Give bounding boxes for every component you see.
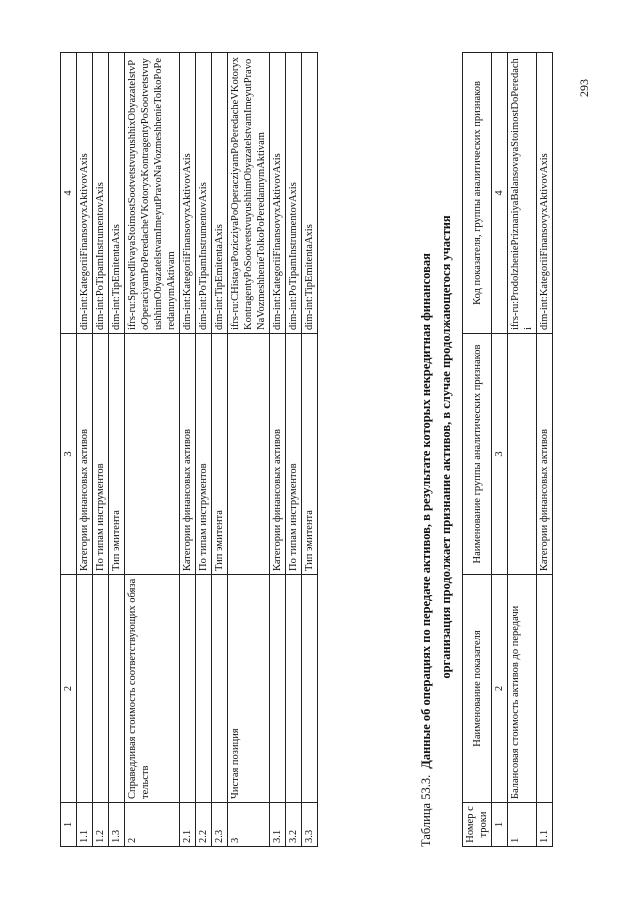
table-row	[77, 53, 93, 847]
row-number: 1.1	[77, 803, 93, 847]
row-number: 2.2	[196, 803, 212, 847]
group-name: По типам инструментов	[286, 334, 302, 575]
group-name: По типам инструментов	[196, 334, 212, 575]
indicator-name: Балансовая стоимость активов до передачи	[508, 575, 537, 803]
col-num-2: 2	[61, 575, 77, 803]
group-name: Категории финансовых активов	[77, 334, 93, 575]
indicator-code: dim-int:TipEmitentaAxis	[302, 53, 318, 334]
group-name: Категории финансовых активов	[180, 334, 196, 575]
col-num-2: 2	[492, 575, 508, 803]
indicator-name	[537, 575, 553, 803]
header-code: Код показателя, группы аналитических признаков	[463, 53, 492, 334]
row-number: 1	[508, 803, 537, 847]
table-row	[196, 53, 212, 847]
indicator-name	[212, 575, 228, 803]
indicator-code: ifrs-ru:CHistayaPozicziyaPoOperacziyamPoPeredacheVKotoryxKontragentyPoSootvetstvuyushhimObyazatelstvamImeyutPravoNaVozmeshhenieTolkoPoPeredannymAktivam	[228, 53, 270, 334]
row-number: 1.3	[109, 803, 125, 847]
group-name: Тип эмитента	[109, 334, 125, 575]
indicator-code: ifrs-ru:SpravedlivayaStoimostSootvetstvuyushhixObyazatelstvPoOperaciyamPoPeredacheVKotoryxKontragentyPoSootvetstvuyushhimObyazatelstvamImeyutPravoNaVozmeshhenieTolkoPoPeredannymAktivam	[125, 53, 180, 334]
caption-line-1: Данные об операциях по передаче активов, в результате которых некредитная финансовая	[419, 253, 433, 769]
group-name: По типам инструментов	[93, 334, 109, 575]
indicator-name	[109, 575, 125, 803]
group-name	[125, 334, 180, 575]
row-number: 3.1	[270, 803, 286, 847]
indicator-code: dim-int:KategoriiFinansovyxAktivovAxis	[180, 53, 196, 334]
row-number: 2.1	[180, 803, 196, 847]
caption-line-2: организация продолжает признание активов, в случае продолжающегося участия	[439, 215, 453, 679]
group-name: Тип эмитента	[212, 334, 228, 575]
table-row	[537, 53, 553, 847]
indicator-name: Справедливая стоимость соответствующих обязательств	[125, 575, 180, 803]
group-name: Тип эмитента	[302, 334, 318, 575]
table-row	[228, 53, 270, 847]
indicator-code: dim-int:TipEmitentaAxis	[109, 53, 125, 334]
indicator-name	[286, 575, 302, 803]
table-row	[212, 53, 228, 847]
column-number-row	[492, 53, 508, 847]
indicator-code: dim-int:KategoriiFinansovyxAktivovAxis	[270, 53, 286, 334]
group-name	[508, 334, 537, 575]
indicator-name	[93, 575, 109, 803]
row-number: 3	[228, 803, 270, 847]
table-row	[93, 53, 109, 847]
table-row	[508, 53, 537, 847]
table-row	[286, 53, 302, 847]
row-number: 2	[125, 803, 180, 847]
header-group-name: Наименование группы аналитических признаков	[463, 334, 492, 575]
table-row	[270, 53, 286, 847]
table-row	[302, 53, 318, 847]
group-name	[228, 334, 270, 575]
row-number: 1.2	[93, 803, 109, 847]
indicator-code: dim-int:KategoriiFinansovyxAktivovAxis	[537, 53, 553, 334]
table-continued	[60, 52, 318, 847]
indicator-name	[196, 575, 212, 803]
row-number: 2.3	[212, 803, 228, 847]
indicator-code: dim-int:PoTipamInstrumentovAxis	[286, 53, 302, 334]
indicator-name	[302, 575, 318, 803]
page-number: 293	[577, 79, 591, 97]
indicator-name	[270, 575, 286, 803]
col-num-3: 3	[492, 334, 508, 575]
indicator-code: dim-int:KategoriiFinansovyxAktivovAxis	[77, 53, 93, 334]
table-header-row	[61, 53, 77, 847]
table-row	[109, 53, 125, 847]
table-row	[180, 53, 196, 847]
col-num-1: 1	[492, 803, 508, 847]
table-label: Таблица 53.3.	[419, 774, 433, 847]
indicator-code: dim-int:PoTipamInstrumentovAxis	[93, 53, 109, 334]
indicator-name	[180, 575, 196, 803]
table-row	[125, 53, 180, 847]
indicator-name	[77, 575, 93, 803]
col-num-4: 4	[492, 53, 508, 334]
col-num-4: 4	[61, 53, 77, 334]
row-number: 3.3	[302, 803, 318, 847]
table-53-3	[462, 52, 553, 847]
header-row-number: Номер строки	[463, 803, 492, 847]
table-caption	[416, 47, 456, 847]
indicator-name: Чистая позиция	[228, 575, 270, 803]
group-name: Категории финансовых активов	[537, 334, 553, 575]
table-header-row	[463, 53, 492, 847]
row-number: 1.1	[537, 803, 553, 847]
col-num-1: 1	[61, 803, 77, 847]
indicator-code: dim-int:PoTipamInstrumentovAxis	[196, 53, 212, 334]
header-indicator-name: Наименование показателя	[463, 575, 492, 803]
indicator-code: dim-int:TipEmitentaAxis	[212, 53, 228, 334]
col-num-3: 3	[61, 334, 77, 575]
row-number: 3.2	[286, 803, 302, 847]
indicator-code: ifrs-ru:ProdolzheniePriznaniyaBalansovayaStoimostDoPeredachi	[508, 53, 537, 334]
group-name: Категории финансовых активов	[270, 334, 286, 575]
